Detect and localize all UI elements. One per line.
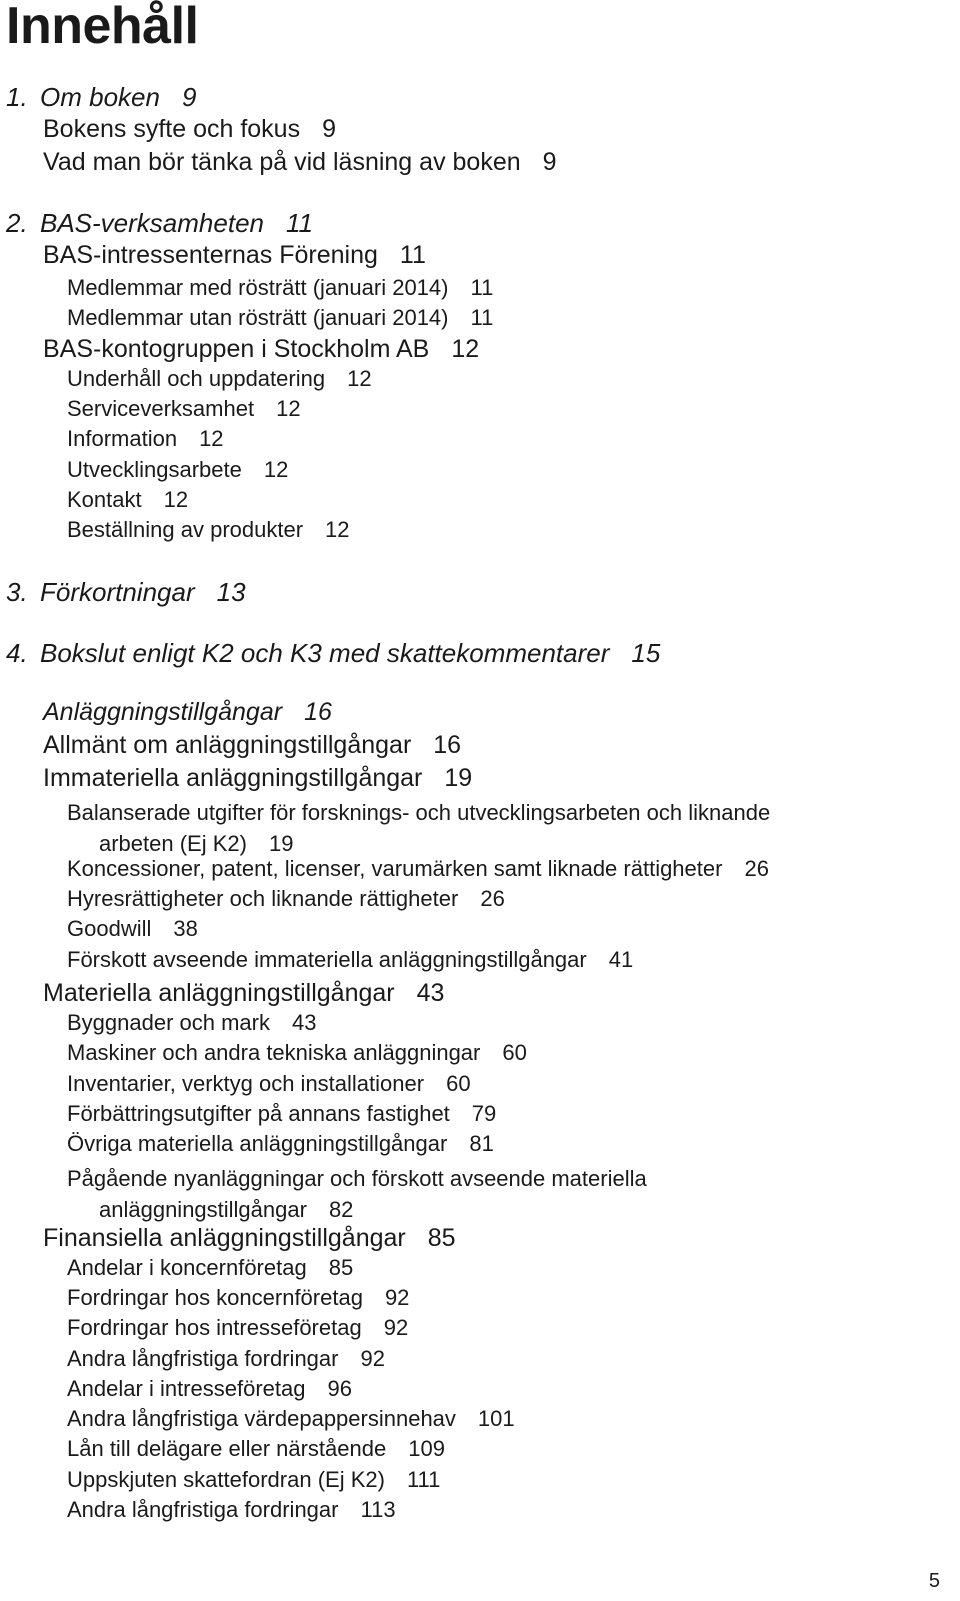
toc-entry — [67, 1348, 385, 1370]
toc-page-number: 92 — [383, 1315, 409, 1340]
toc-entry-title: Materiella anläggningstillgångar — [43, 979, 395, 1007]
toc-entry-title: Finansiella anläggningstillgångar — [43, 1224, 406, 1252]
toc-entry-title: Information — [67, 426, 178, 451]
toc-entry — [67, 918, 198, 940]
toc-entry-continuation — [67, 828, 770, 859]
toc-entry — [6, 84, 196, 110]
toc-entry — [67, 1378, 352, 1400]
toc-page-number: 92 — [360, 1346, 385, 1371]
toc-entry-title: Inventarier, verktyg och installationer — [67, 1071, 425, 1096]
toc-chapter-number: 3. — [6, 577, 28, 607]
toc-entry — [43, 150, 557, 175]
toc-entry — [67, 1287, 409, 1309]
toc-chapter-number: 1. — [6, 82, 28, 112]
toc-entry-title: BAS-intressenternas Förening — [43, 241, 378, 269]
toc-entry — [67, 1438, 445, 1460]
toc-entry-title: Goodwill — [67, 916, 152, 941]
toc-entry — [67, 368, 372, 390]
toc-entry-title: Allmänt om anläggningstillgångar — [43, 731, 412, 759]
toc-entry-title: Medlemmar med rösträtt (januari 2014) — [67, 275, 449, 300]
page-number: 5 — [928, 1570, 940, 1592]
toc-entry-title: Förbättringsutgifter på annans fastighet — [67, 1101, 450, 1126]
toc-entry-title: Andra långfristiga värdepappersinnehav — [67, 1406, 456, 1431]
toc-entry-title: Bokens syfte och fokus — [43, 115, 301, 143]
toc-entry — [67, 1073, 471, 1095]
toc-page-number: 13 — [216, 577, 246, 607]
toc-entry-title: Balanserade utgifter för forsknings- och utvecklingsarbeten och liknande — [67, 800, 771, 825]
toc-entry-title: Andra långfristiga fordringar — [67, 1497, 339, 1522]
toc-entry — [43, 766, 472, 791]
toc-page-number: 12 — [199, 426, 224, 451]
toc-entry — [43, 243, 426, 268]
toc-page-number: 43 — [292, 1010, 317, 1035]
toc-entry — [67, 1257, 353, 1279]
toc-entry — [67, 949, 633, 971]
toc-page-number: 85 — [427, 1224, 456, 1252]
toc-entry-title: Fordringar hos intresseföretag — [67, 1315, 362, 1340]
toc-entry-title: Vad man bör tänka på vid läsning av boken — [43, 148, 521, 176]
toc-page-number: 11 — [470, 305, 494, 330]
toc-entry-title: Pågående nyanläggningar och förskott avseende materiella — [67, 1166, 647, 1191]
toc-entry-title: Beställning av produkter — [67, 517, 304, 542]
toc-entry — [67, 858, 769, 880]
toc-entry — [67, 797, 770, 859]
toc-entry-title: Hyresrättigheter och liknande rättigheter — [67, 886, 459, 911]
toc-chapter-number: 2. — [6, 208, 28, 238]
toc-page-number: 85 — [328, 1255, 354, 1280]
toc-entry — [6, 579, 246, 605]
toc-entry-title: Andelar i intresseföretag — [67, 1376, 306, 1401]
toc-entry-title: Lån till delägare eller närstående — [67, 1436, 387, 1461]
toc-page-number: 26 — [744, 856, 769, 881]
toc-entry — [67, 1163, 647, 1225]
toc-entry-title: Utvecklingsarbete — [67, 457, 242, 482]
toc-entry — [67, 489, 188, 511]
toc-entry — [67, 277, 493, 299]
toc-entry — [67, 428, 224, 450]
toc-entry-title: Kontakt — [67, 487, 142, 512]
toc-entry-title: Övriga materiella anläggningstillgångar — [67, 1131, 448, 1156]
toc-entry-title-continued: arbeten (Ej K2) — [99, 831, 247, 856]
toc-entry — [67, 1042, 527, 1064]
toc-entry-title: BAS-kontogruppen i Stockholm AB — [43, 335, 430, 363]
toc-page-number: 81 — [469, 1131, 494, 1156]
toc-entry — [43, 1226, 456, 1251]
toc-entry — [67, 1012, 316, 1034]
toc-entry-title: Andelar i koncernföretag — [67, 1255, 307, 1280]
toc-page-number: 92 — [384, 1285, 410, 1310]
toc-page-number: 26 — [480, 886, 505, 911]
toc-page-number: 9 — [542, 148, 557, 176]
toc-page-number: 38 — [173, 916, 198, 941]
toc-entry — [67, 1408, 515, 1430]
toc-page-number: 12 — [347, 366, 372, 391]
toc-entry-title: Uppskjuten skattefordran (Ej K2) — [67, 1467, 385, 1492]
toc-entry — [67, 1317, 408, 1339]
toc-page-number: 101 — [477, 1406, 515, 1431]
toc-entry-title: Förskott avseende immateriella anläggningstillgångar — [67, 947, 587, 972]
toc-page-number: 12 — [325, 517, 350, 542]
toc-page-number: 12 — [263, 457, 289, 482]
toc-entry-title: Immateriella anläggningstillgångar — [43, 764, 423, 792]
toc-page-number: 96 — [327, 1376, 352, 1401]
toc-entry-title: Fordringar hos koncernföretag — [67, 1285, 363, 1310]
toc-entry-title: Om boken — [40, 82, 160, 112]
toc-entry — [6, 210, 313, 236]
toc-page-number: 111 — [406, 1467, 441, 1492]
toc-entry — [6, 640, 660, 666]
page-title: Innehåll — [6, 0, 199, 55]
toc-entry — [43, 700, 332, 725]
toc-entry-title: Anläggningstillgångar — [43, 698, 283, 726]
toc-entry — [67, 519, 350, 541]
toc-entry-title: Medlemmar utan rösträtt (januari 2014) — [67, 305, 449, 330]
toc-page-number: 60 — [502, 1040, 527, 1065]
toc-entry-title: Byggnader och mark — [67, 1010, 270, 1035]
toc-chapter-number: 4. — [6, 638, 28, 668]
toc-entry — [67, 1103, 496, 1125]
toc-page-number: 113 — [360, 1497, 396, 1522]
toc-page-number: 41 — [608, 947, 634, 972]
toc-page-number: 16 — [433, 731, 462, 759]
toc-page-number: 11 — [470, 275, 494, 300]
toc-entry — [67, 1469, 440, 1491]
toc-page-number: 82 — [328, 1197, 354, 1222]
toc-page-number: 12 — [276, 396, 301, 421]
toc-entry — [67, 1499, 396, 1521]
toc-entry — [67, 888, 505, 910]
toc-entry-title: Serviceverksamhet — [67, 396, 255, 421]
toc-entry-title: Förkortningar — [40, 577, 195, 607]
toc-page-number: 109 — [408, 1436, 445, 1461]
toc-page-number: 11 — [399, 241, 426, 269]
toc-page-number: 19 — [444, 764, 473, 792]
toc-page-number: 9 — [322, 115, 336, 143]
toc-page-number: 19 — [268, 831, 294, 856]
toc-page-number: 12 — [163, 487, 189, 512]
toc-entry-title: Bokslut enligt K2 och K3 med skattekommentarer — [40, 638, 610, 668]
toc-entry — [67, 459, 288, 481]
toc-entry-title: Koncessioner, patent, licenser, varumärken samt liknade rättigheter — [67, 856, 723, 881]
toc-entry-continuation — [67, 1194, 647, 1225]
toc-entry — [43, 733, 461, 758]
toc-entry-title: Maskiner och andra tekniska anläggningar — [67, 1040, 481, 1065]
toc-page-number: 9 — [181, 82, 197, 112]
toc-page-number: 79 — [471, 1101, 497, 1126]
toc-entry — [43, 981, 444, 1006]
toc-page-number: 43 — [416, 979, 445, 1007]
toc-entry — [67, 1133, 494, 1155]
toc-entry-title: Underhåll och uppdatering — [67, 366, 326, 391]
toc-entry-title-continued: anläggningstillgångar — [99, 1197, 307, 1222]
toc-entry — [67, 398, 301, 420]
toc-page-number: 16 — [304, 698, 332, 726]
toc-entry-title: Andra långfristiga fordringar — [67, 1346, 339, 1371]
toc-entry — [67, 307, 493, 329]
toc-page-number: 11 — [285, 208, 313, 238]
toc-entry — [43, 117, 336, 142]
toc-page-number: 12 — [451, 335, 480, 363]
toc-entry — [43, 337, 479, 362]
toc-page-number: 15 — [631, 638, 661, 668]
toc-entry-title: BAS-verksamheten — [40, 208, 264, 238]
toc-page-number: 60 — [446, 1071, 471, 1096]
